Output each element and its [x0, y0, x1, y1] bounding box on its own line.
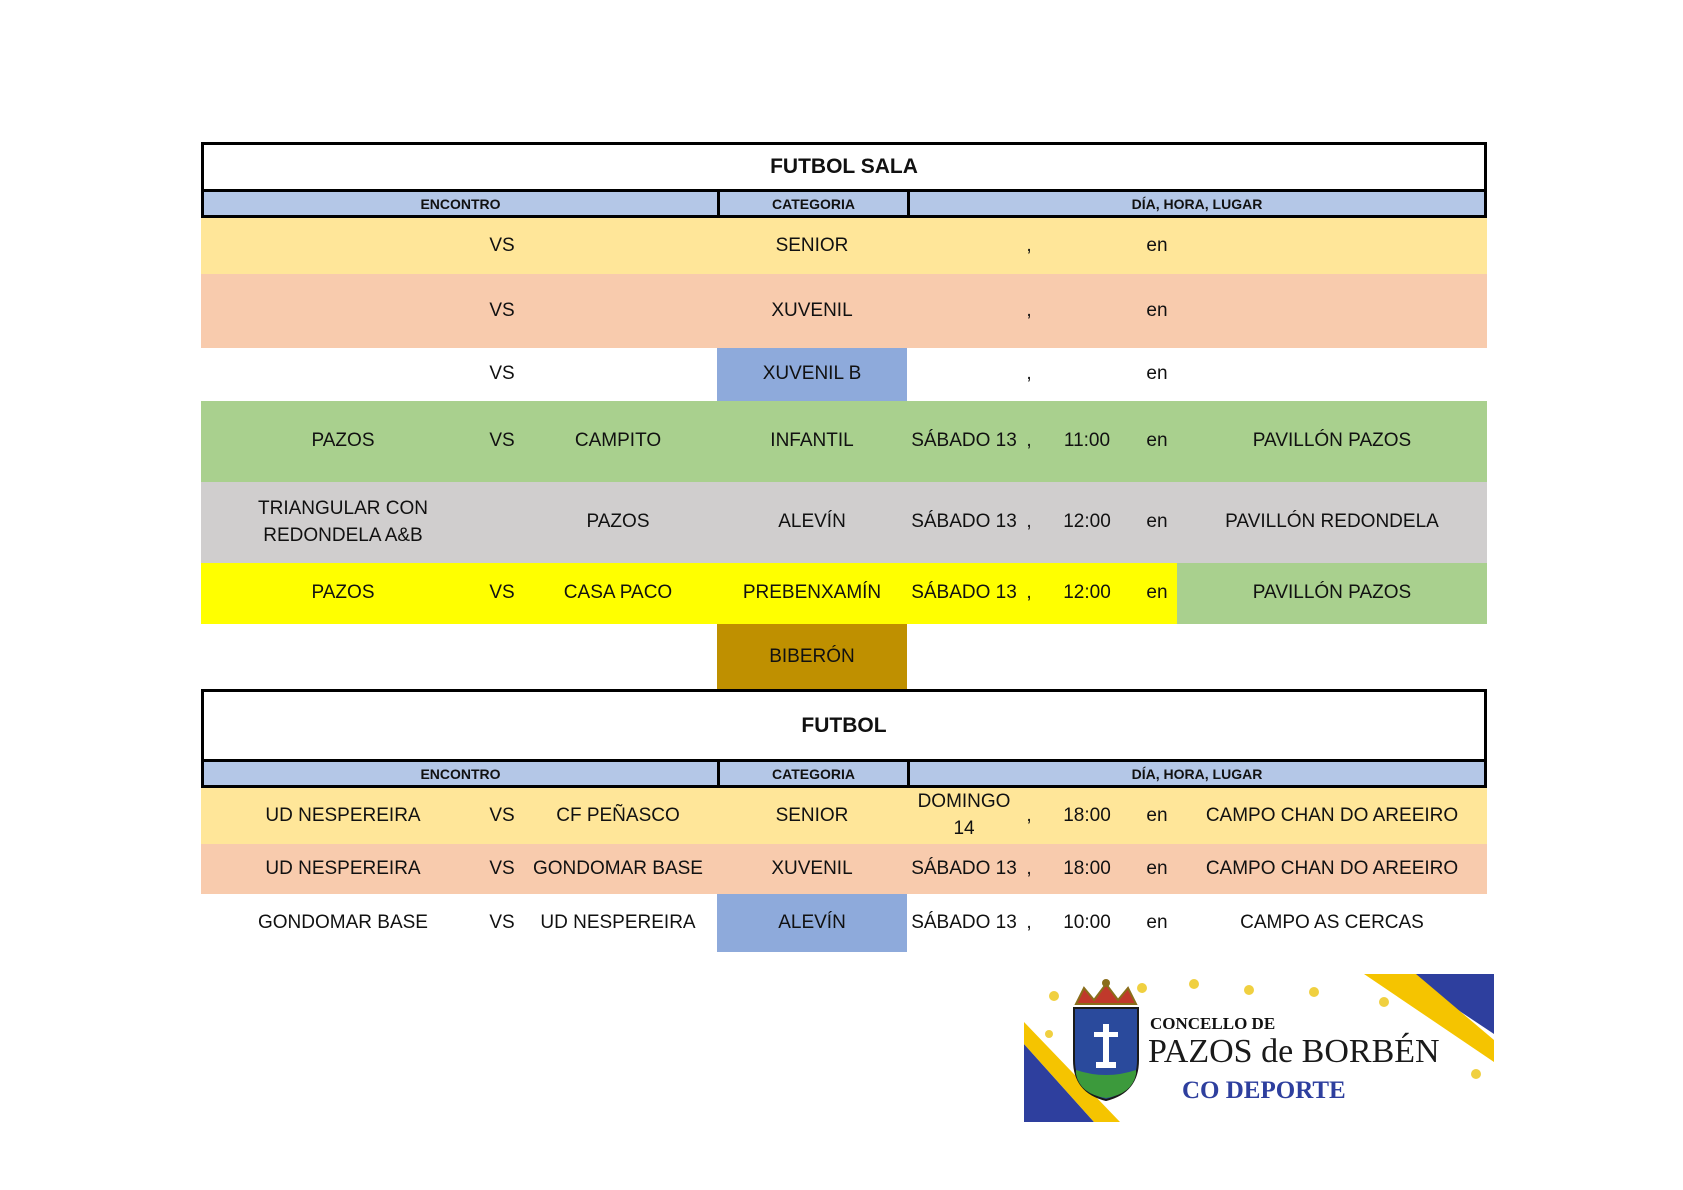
table-row — [201, 624, 1487, 691]
header-encontro: ENCONTRO — [204, 762, 720, 785]
away-team: CF PEÑASCO — [556, 804, 680, 826]
venue: PAVILLÓN PAZOS — [1252, 430, 1412, 452]
category: PREBENXAMÍN — [742, 582, 882, 604]
comma: , — [1026, 299, 1032, 321]
match-time: 18:00 — [1063, 804, 1111, 826]
venue: PAVILLÓN PAZOS — [1177, 563, 1487, 624]
category: BIBERÓN — [717, 624, 907, 691]
en-label — [1137, 624, 1177, 691]
vs-label: VS — [489, 363, 515, 385]
category: ALEVÍN — [717, 894, 907, 952]
match-time: 12:00 — [1063, 511, 1111, 533]
venue — [1177, 218, 1487, 274]
comma: , — [1026, 363, 1032, 385]
match-day — [907, 348, 1021, 401]
category: INFANTIL — [770, 430, 854, 452]
table-row — [201, 348, 1487, 401]
venue: CAMPO AS CERCAS — [1240, 911, 1424, 933]
en-label: en — [1146, 857, 1168, 879]
match-day: DOMINGO 14 — [917, 791, 1011, 839]
header-dia-hora-lugar: DÍA, HORA, LUGAR — [1131, 195, 1263, 212]
table-row — [201, 844, 1487, 894]
en-label: en — [1146, 582, 1168, 604]
venue: PAVILLÓN REDONDELA — [1225, 511, 1439, 533]
category: XUVENIL B — [717, 348, 907, 401]
home-team: PAZOS — [311, 430, 375, 452]
header-dia-hora-lugar: DÍA, HORA, LUGAR — [1131, 765, 1263, 782]
venue: CAMPO CHAN DO AREEIRO — [1205, 857, 1459, 879]
match-day: SÁBADO 13 — [911, 511, 1017, 533]
away-team: CAMPITO — [574, 430, 662, 452]
table-row — [201, 482, 1487, 563]
futsal-title: FUTBOL SALA — [201, 142, 1487, 192]
home-team — [201, 348, 485, 401]
venue — [1177, 348, 1487, 401]
home-team: UD NESPEREIRA — [265, 804, 421, 826]
concello-logo — [1024, 974, 1494, 1122]
category: SENIOR — [775, 804, 849, 826]
match-time: 11:00 — [1063, 430, 1111, 452]
home-team: PAZOS — [311, 582, 375, 604]
vs-label: VS — [489, 911, 515, 933]
en-label: en — [1146, 911, 1168, 933]
vs-label: VS — [489, 582, 515, 604]
match-time — [1037, 218, 1137, 274]
comma: , — [1026, 234, 1032, 256]
comma: , — [1026, 857, 1032, 879]
futsal-section — [201, 142, 1487, 691]
match-day: SÁBADO 13 — [911, 857, 1017, 879]
match-day — [907, 274, 1021, 348]
vs-label: VS — [489, 857, 515, 879]
en-label: en — [1146, 430, 1168, 452]
match-time — [1037, 274, 1137, 348]
home-team — [201, 218, 485, 274]
logo-line3: CO DEPORTE — [1182, 1077, 1346, 1104]
away-team — [519, 348, 717, 401]
match-day — [907, 218, 1021, 274]
home-team: GONDOMAR BASE — [258, 911, 428, 933]
vs-label — [485, 482, 519, 563]
home-team — [201, 274, 485, 348]
match-day — [907, 624, 1021, 691]
category: XUVENIL — [771, 857, 853, 879]
futsal-header-row — [201, 192, 1487, 218]
table-row — [201, 218, 1487, 274]
comma: , — [1026, 430, 1032, 452]
futbol-header-row — [201, 762, 1487, 788]
en-label: en — [1146, 234, 1168, 256]
vs-label — [485, 624, 519, 691]
comma — [1021, 624, 1037, 691]
away-team: GONDOMAR BASE — [533, 857, 703, 879]
venue — [1177, 274, 1487, 348]
away-team: CASA PACO — [563, 582, 673, 604]
table-row — [201, 894, 1487, 952]
match-day: SÁBADO 13 — [911, 911, 1017, 933]
venue: CAMPO CHAN DO AREEIRO — [1205, 804, 1459, 826]
match-day: SÁBADO 13 — [911, 430, 1017, 452]
category: ALEVÍN — [778, 511, 846, 533]
match-time: 12:00 — [1063, 582, 1111, 604]
match-time: 10:00 — [1063, 911, 1111, 933]
en-label: en — [1146, 804, 1168, 826]
comma: , — [1026, 582, 1032, 604]
match-day: SÁBADO 13 — [911, 582, 1017, 604]
category: XUVENIL — [771, 299, 853, 321]
vs-label: VS — [489, 430, 515, 452]
away-team: PAZOS — [586, 511, 650, 533]
table-row — [201, 788, 1487, 844]
futbol-title: FUTBOL — [201, 689, 1487, 762]
logo-line1: CONCELLO DE — [1150, 1014, 1276, 1033]
vs-label: VS — [489, 234, 515, 256]
en-label: en — [1146, 299, 1168, 321]
home-team: UD NESPEREIRA — [265, 857, 421, 879]
comma: , — [1026, 511, 1032, 533]
away-team: UD NESPEREIRA — [540, 911, 696, 933]
away-team — [519, 218, 717, 274]
logo-line2: PAZOS de BORBÉN — [1148, 1033, 1440, 1070]
vs-label: VS — [489, 299, 515, 321]
header-categoria: CATEGORIA — [720, 192, 910, 215]
match-time — [1037, 348, 1137, 401]
venue — [1177, 624, 1487, 691]
category: SENIOR — [775, 234, 849, 256]
en-label: en — [1146, 363, 1168, 385]
home-team: TRIANGULAR CON REDONDELA A&B — [258, 497, 428, 546]
away-team — [519, 624, 717, 691]
comma: , — [1026, 804, 1032, 826]
table-row — [201, 563, 1487, 624]
match-time: 18:00 — [1063, 857, 1111, 879]
match-time — [1037, 624, 1137, 691]
table-row — [201, 274, 1487, 348]
vs-label: VS — [489, 804, 515, 826]
away-team — [519, 274, 717, 348]
en-label: en — [1146, 511, 1168, 533]
home-team — [201, 624, 485, 691]
header-categoria: CATEGORIA — [720, 762, 910, 785]
table-row — [201, 401, 1487, 482]
header-encontro: ENCONTRO — [204, 192, 720, 215]
comma: , — [1026, 911, 1032, 933]
futbol-section — [201, 689, 1487, 952]
